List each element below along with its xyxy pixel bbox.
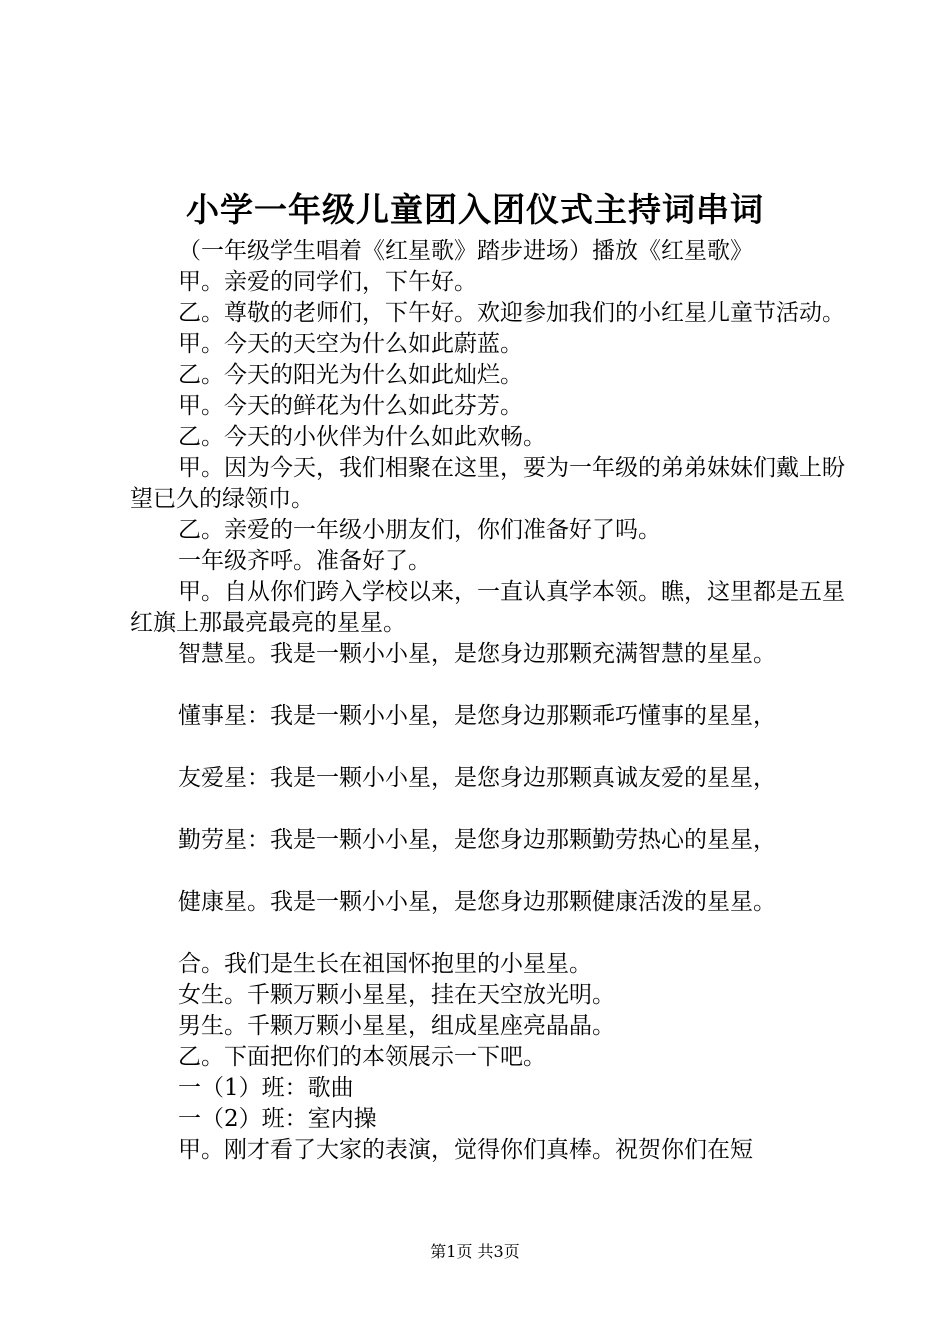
paragraph: 智慧星。我是一颗小小星，是您身边那颗充满智慧的星星。 (178, 641, 776, 667)
paragraph: 懂事星：我是一颗小小星，是您身边那颗乖巧懂事的星星， (178, 703, 776, 729)
paragraph: 乙。尊敬的老师们，下午好。欢迎参加我们的小红星儿童节活动。 (178, 300, 845, 326)
paragraph: 健康星。我是一颗小小星，是您身边那颗健康活泼的星星。 (178, 889, 776, 915)
paragraph: 乙。今天的小伙伴为什么如此欢畅。 (178, 424, 546, 450)
paragraph: 乙。今天的阳光为什么如此灿烂。 (178, 362, 523, 388)
paragraph: 甲。刚才看了大家的表演，觉得你们真棒。祝贺你们在短 (178, 1137, 753, 1163)
paragraph: 一（1）班：歌曲 (178, 1075, 354, 1101)
document-title: 小学一年级儿童团入团仪式主持词串词 (186, 190, 764, 229)
document-body (130, 236, 850, 1166)
paragraph: 一（2）班：室内操 (178, 1106, 377, 1132)
paragraph: 甲。今天的鲜花为什么如此芬芳。 (178, 393, 523, 419)
paragraph: 勤劳星：我是一颗小小星，是您身边那颗勤劳热心的星星， (178, 827, 776, 853)
paragraph: 男生。千颗万颗小星星，组成星座亮晶晶。 (178, 1013, 615, 1039)
paragraph: 友爱星：我是一颗小小星，是您身边那颗真诚友爱的星星， (178, 765, 776, 791)
paragraph: 甲。因为今天，我们相聚在这里，要为一年级的弟弟妹妹们戴上盼望已久的绿领巾。 (130, 455, 845, 512)
page-footer: 第1页 共3页 (430, 1242, 520, 1261)
paragraph: 女生。千颗万颗小星星，挂在天空放光明。 (178, 982, 615, 1008)
paragraph: 乙。亲爱的一年级小朋友们，你们准备好了吗。 (178, 517, 661, 543)
paragraph: 乙。下面把你们的本领展示一下吧。 (178, 1044, 546, 1070)
paragraph: 一年级齐呼。准备好了。 (178, 548, 431, 574)
paragraph: 甲。亲爱的同学们，下午好。 (178, 269, 477, 295)
paragraph: 合。我们是生长在祖国怀抱里的小星星。 (178, 951, 592, 977)
paragraph: （一年级学生唱着《红星歌》踏步进场）播放《红星歌》 (178, 238, 753, 264)
paragraph: 甲。今天的天空为什么如此蔚蓝。 (178, 331, 523, 357)
paragraph: 甲。自从你们跨入学校以来，一直认真学本领。瞧，这里都是五星红旗上那最亮最亮的星星。 (130, 579, 845, 636)
